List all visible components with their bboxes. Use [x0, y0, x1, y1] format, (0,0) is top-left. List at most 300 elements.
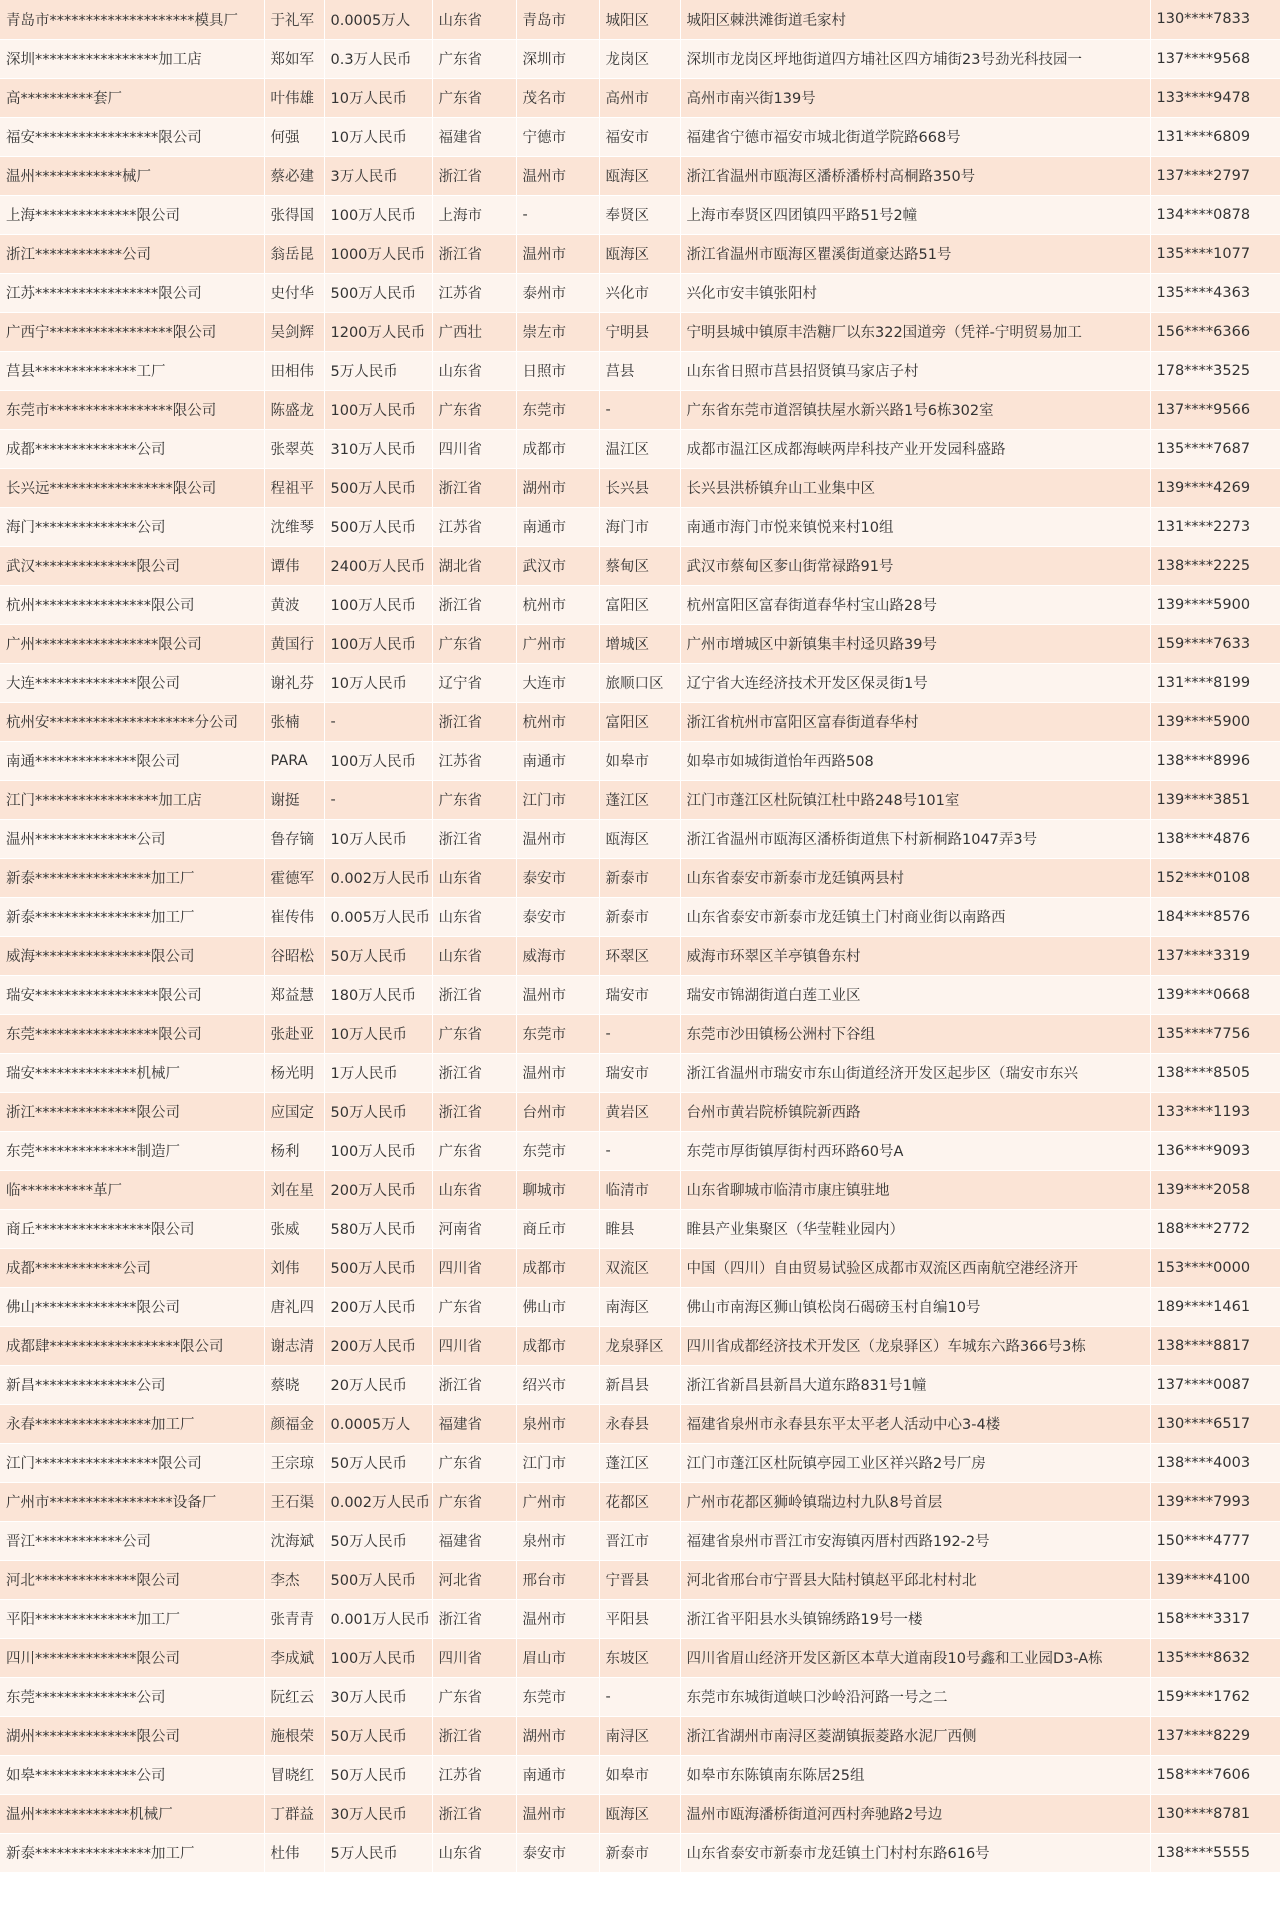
legal-person-cell: 程祖平: [264, 468, 324, 507]
table-row: [0, 1443, 1280, 1482]
city-cell: 温州市: [516, 975, 599, 1014]
phone-cell: 139****0668: [1150, 975, 1280, 1014]
company-name-cell: 广州*****************限公司: [0, 624, 264, 663]
address-cell: 浙江省温州市瓯海区瞿溪街道豪达路51号: [680, 234, 1150, 273]
legal-person-cell: 郑如军: [264, 39, 324, 78]
table-row: [0, 741, 1280, 780]
address-cell: 温州市瓯海潘桥街道河西村奔驰路2号边: [680, 1794, 1150, 1833]
phone-cell: 137****9566: [1150, 390, 1280, 429]
company-name-cell: 温州*************机械厂: [0, 1794, 264, 1833]
phone-cell: 135****7756: [1150, 1014, 1280, 1053]
address-cell: 浙江省平阳县水头镇锦绣路19号一楼: [680, 1599, 1150, 1638]
district-cell: 长兴县: [599, 468, 680, 507]
registered-capital-cell: 500万人民币: [324, 1248, 432, 1287]
legal-person-cell: 谢志清: [264, 1326, 324, 1365]
district-cell: 花都区: [599, 1482, 680, 1521]
province-cell: 广东省: [432, 1131, 516, 1170]
phone-cell: 189****1461: [1150, 1287, 1280, 1326]
address-cell: 城阳区棘洪滩街道毛家村: [680, 0, 1150, 39]
province-cell: 广东省: [432, 1014, 516, 1053]
company-name-cell: 新泰****************加工厂: [0, 858, 264, 897]
phone-cell: 158****3317: [1150, 1599, 1280, 1638]
city-cell: 泰安市: [516, 897, 599, 936]
district-cell: 环翠区: [599, 936, 680, 975]
province-cell: 江苏省: [432, 1755, 516, 1794]
province-cell: 广东省: [432, 390, 516, 429]
company-name-cell: 东莞**************制造厂: [0, 1131, 264, 1170]
city-cell: 大连市: [516, 663, 599, 702]
city-cell: 南通市: [516, 507, 599, 546]
table-row: [0, 1365, 1280, 1404]
table-row: [0, 0, 1280, 39]
address-cell: 浙江省温州市瓯海区潘桥街道焦下村新桐路1047弄3号: [680, 819, 1150, 858]
district-cell: 奉贤区: [599, 195, 680, 234]
table-row: [0, 1560, 1280, 1599]
registered-capital-cell: 0.3万人民币: [324, 39, 432, 78]
province-cell: 四川省: [432, 429, 516, 468]
province-cell: 浙江省: [432, 1716, 516, 1755]
district-cell: 增城区: [599, 624, 680, 663]
company-name-cell: 临**********革厂: [0, 1170, 264, 1209]
city-cell: 成都市: [516, 429, 599, 468]
province-cell: 福建省: [432, 117, 516, 156]
phone-cell: 138****5555: [1150, 1833, 1280, 1872]
address-cell: 浙江省新昌县新昌大道东路831号1幢: [680, 1365, 1150, 1404]
registered-capital-cell: 10万人民币: [324, 819, 432, 858]
phone-cell: 137****0087: [1150, 1365, 1280, 1404]
table-row: [0, 1638, 1280, 1677]
address-cell: 佛山市南海区狮山镇松岗石碣磅玉村自编10号: [680, 1287, 1150, 1326]
city-cell: 泰安市: [516, 858, 599, 897]
district-cell: 平阳县: [599, 1599, 680, 1638]
address-cell: 福建省泉州市晋江市安海镇丙厝村西路192-2号: [680, 1521, 1150, 1560]
registered-capital-cell: 200万人民币: [324, 1326, 432, 1365]
company-name-cell: 四川**************限公司: [0, 1638, 264, 1677]
city-cell: 宁德市: [516, 117, 599, 156]
province-cell: 浙江省: [432, 1794, 516, 1833]
address-cell: 中国（四川）自由贸易试验区成都市双流区西南航空港经济开: [680, 1248, 1150, 1287]
table-row: [0, 312, 1280, 351]
district-cell: 城阳区: [599, 0, 680, 39]
phone-cell: 133****9478: [1150, 78, 1280, 117]
phone-cell: 135****8632: [1150, 1638, 1280, 1677]
province-cell: 浙江省: [432, 819, 516, 858]
province-cell: 山东省: [432, 936, 516, 975]
province-cell: 湖北省: [432, 546, 516, 585]
legal-person-cell: 杨利: [264, 1131, 324, 1170]
table-row: [0, 429, 1280, 468]
table-row: [0, 1287, 1280, 1326]
address-cell: 山东省日照市莒县招贤镇马家店子村: [680, 351, 1150, 390]
city-cell: 商丘市: [516, 1209, 599, 1248]
province-cell: 浙江省: [432, 156, 516, 195]
registered-capital-cell: 0.002万人民币: [324, 858, 432, 897]
company-name-cell: 江门*****************加工店: [0, 780, 264, 819]
city-cell: 茂名市: [516, 78, 599, 117]
legal-person-cell: 史付华: [264, 273, 324, 312]
phone-cell: 139****2058: [1150, 1170, 1280, 1209]
legal-person-cell: 颜福金: [264, 1404, 324, 1443]
legal-person-cell: 杨光明: [264, 1053, 324, 1092]
phone-cell: 135****4363: [1150, 273, 1280, 312]
table-row: [0, 1833, 1280, 1872]
phone-cell: 130****7833: [1150, 0, 1280, 39]
district-cell: 瓯海区: [599, 819, 680, 858]
district-cell: 新昌县: [599, 1365, 680, 1404]
table-row: [0, 702, 1280, 741]
legal-person-cell: 吴剑辉: [264, 312, 324, 351]
registered-capital-cell: 100万人民币: [324, 195, 432, 234]
address-cell: 成都市温江区成都海峡两岸科技产业开发园科盛路: [680, 429, 1150, 468]
company-name-cell: 新泰****************加工厂: [0, 1833, 264, 1872]
table-row: [0, 390, 1280, 429]
city-cell: 南通市: [516, 1755, 599, 1794]
phone-cell: 156****6366: [1150, 312, 1280, 351]
registered-capital-cell: 0.002万人民币: [324, 1482, 432, 1521]
table-row: [0, 858, 1280, 897]
registered-capital-cell: 500万人民币: [324, 273, 432, 312]
phone-cell: 134****0878: [1150, 195, 1280, 234]
phone-cell: 135****7687: [1150, 429, 1280, 468]
city-cell: 武汉市: [516, 546, 599, 585]
district-cell: 新泰市: [599, 1833, 680, 1872]
province-cell: 江苏省: [432, 741, 516, 780]
table-row: [0, 1209, 1280, 1248]
legal-person-cell: 李成斌: [264, 1638, 324, 1677]
table-row: [0, 1677, 1280, 1716]
phone-cell: 131****8199: [1150, 663, 1280, 702]
table-row: [0, 819, 1280, 858]
city-cell: 泉州市: [516, 1521, 599, 1560]
registered-capital-cell: 10万人民币: [324, 1014, 432, 1053]
company-name-cell: 长兴远*****************限公司: [0, 468, 264, 507]
district-cell: 如皋市: [599, 741, 680, 780]
legal-person-cell: 于礼军: [264, 0, 324, 39]
legal-person-cell: 沈海斌: [264, 1521, 324, 1560]
address-cell: 上海市奉贤区四团镇四平路51号2幢: [680, 195, 1150, 234]
city-cell: 温州市: [516, 156, 599, 195]
legal-person-cell: 张楠: [264, 702, 324, 741]
phone-cell: 130****8781: [1150, 1794, 1280, 1833]
legal-person-cell: 叶伟雄: [264, 78, 324, 117]
city-cell: 日照市: [516, 351, 599, 390]
company-name-cell: 东莞*****************限公司: [0, 1014, 264, 1053]
registered-capital-cell: 100万人民币: [324, 1131, 432, 1170]
registered-capital-cell: 50万人民币: [324, 1092, 432, 1131]
legal-person-cell: 阮红云: [264, 1677, 324, 1716]
legal-person-cell: 田相伟: [264, 351, 324, 390]
district-cell: 龙岗区: [599, 39, 680, 78]
legal-person-cell: 郑益慧: [264, 975, 324, 1014]
address-cell: 江门市蓬江区杜阮镇亭园工业区祥兴路2号厂房: [680, 1443, 1150, 1482]
phone-cell: 138****8996: [1150, 741, 1280, 780]
phone-cell: 152****0108: [1150, 858, 1280, 897]
phone-cell: 137****2797: [1150, 156, 1280, 195]
company-name-cell: 如皋**************公司: [0, 1755, 264, 1794]
legal-person-cell: 蔡必建: [264, 156, 324, 195]
district-cell: 瑞安市: [599, 975, 680, 1014]
city-cell: 温州市: [516, 234, 599, 273]
district-cell: 龙泉驿区: [599, 1326, 680, 1365]
province-cell: 四川省: [432, 1638, 516, 1677]
city-cell: 温州市: [516, 1794, 599, 1833]
city-cell: 杭州市: [516, 585, 599, 624]
city-cell: 成都市: [516, 1248, 599, 1287]
phone-cell: 139****7993: [1150, 1482, 1280, 1521]
phone-cell: 153****0000: [1150, 1248, 1280, 1287]
registered-capital-cell: 30万人民币: [324, 1794, 432, 1833]
table-row: [0, 975, 1280, 1014]
district-cell: -: [599, 1677, 680, 1716]
district-cell: 新泰市: [599, 897, 680, 936]
district-cell: 兴化市: [599, 273, 680, 312]
registered-capital-cell: 100万人民币: [324, 741, 432, 780]
company-name-cell: 南通**************限公司: [0, 741, 264, 780]
company-name-cell: 广西宁*****************限公司: [0, 312, 264, 351]
phone-cell: 138****8505: [1150, 1053, 1280, 1092]
district-cell: 瑞安市: [599, 1053, 680, 1092]
legal-person-cell: 谭伟: [264, 546, 324, 585]
legal-person-cell: 崔传伟: [264, 897, 324, 936]
address-cell: 杭州富阳区富春街道春华村宝山路28号: [680, 585, 1150, 624]
district-cell: 旅顺口区: [599, 663, 680, 702]
company-name-cell: 永春****************加工厂: [0, 1404, 264, 1443]
legal-person-cell: 谷昭松: [264, 936, 324, 975]
legal-person-cell: 张得国: [264, 195, 324, 234]
table-row: [0, 1521, 1280, 1560]
registered-capital-cell: 5万人民币: [324, 1833, 432, 1872]
registered-capital-cell: 200万人民币: [324, 1287, 432, 1326]
registered-capital-cell: 1200万人民币: [324, 312, 432, 351]
legal-person-cell: 刘在星: [264, 1170, 324, 1209]
city-cell: 佛山市: [516, 1287, 599, 1326]
phone-cell: 136****9093: [1150, 1131, 1280, 1170]
table-row: [0, 273, 1280, 312]
phone-cell: 138****4876: [1150, 819, 1280, 858]
table-row: [0, 468, 1280, 507]
company-name-cell: 杭州安********************分公司: [0, 702, 264, 741]
phone-cell: 139****3851: [1150, 780, 1280, 819]
registered-capital-cell: 20万人民币: [324, 1365, 432, 1404]
company-name-cell: 福安*****************限公司: [0, 117, 264, 156]
registered-capital-cell: 50万人民币: [324, 1443, 432, 1482]
legal-person-cell: 刘伟: [264, 1248, 324, 1287]
table-row: [0, 1014, 1280, 1053]
legal-person-cell: 李杰: [264, 1560, 324, 1599]
table-row: [0, 351, 1280, 390]
registered-capital-cell: 50万人民币: [324, 1716, 432, 1755]
table-row: [0, 1404, 1280, 1443]
registered-capital-cell: 500万人民币: [324, 507, 432, 546]
legal-person-cell: 黄波: [264, 585, 324, 624]
province-cell: 广东省: [432, 1482, 516, 1521]
province-cell: 江苏省: [432, 273, 516, 312]
city-cell: -: [516, 195, 599, 234]
company-name-cell: 成都**************公司: [0, 429, 264, 468]
address-cell: 辽宁省大连经济技术开发区保灵街1号: [680, 663, 1150, 702]
company-name-cell: 武汉**************限公司: [0, 546, 264, 585]
district-cell: 福安市: [599, 117, 680, 156]
province-cell: 浙江省: [432, 468, 516, 507]
registered-capital-cell: 3万人民币: [324, 156, 432, 195]
city-cell: 东莞市: [516, 1677, 599, 1716]
registered-capital-cell: 1万人民币: [324, 1053, 432, 1092]
district-cell: 东坡区: [599, 1638, 680, 1677]
legal-person-cell: 翁岳昆: [264, 234, 324, 273]
city-cell: 泰州市: [516, 273, 599, 312]
company-name-cell: 新泰****************加工厂: [0, 897, 264, 936]
phone-cell: 159****7633: [1150, 624, 1280, 663]
district-cell: 瓯海区: [599, 234, 680, 273]
company-name-cell: 新昌**************公司: [0, 1365, 264, 1404]
city-cell: 青岛市: [516, 0, 599, 39]
phone-cell: 138****4003: [1150, 1443, 1280, 1482]
phone-cell: 133****1193: [1150, 1092, 1280, 1131]
district-cell: 富阳区: [599, 702, 680, 741]
legal-person-cell: 施根荣: [264, 1716, 324, 1755]
address-cell: 山东省泰安市新泰市龙廷镇土门村商业街以南路西: [680, 897, 1150, 936]
registered-capital-cell: 30万人民币: [324, 1677, 432, 1716]
district-cell: 宁晋县: [599, 1560, 680, 1599]
registered-capital-cell: 0.005万人民币: [324, 897, 432, 936]
district-cell: 新泰市: [599, 858, 680, 897]
company-name-cell: 温州************械厂: [0, 156, 264, 195]
province-cell: 浙江省: [432, 1599, 516, 1638]
phone-cell: 184****8576: [1150, 897, 1280, 936]
phone-cell: 138****2225: [1150, 546, 1280, 585]
city-cell: 湖州市: [516, 468, 599, 507]
province-cell: 河北省: [432, 1560, 516, 1599]
district-cell: 晋江市: [599, 1521, 680, 1560]
district-cell: 临清市: [599, 1170, 680, 1209]
table-row: [0, 663, 1280, 702]
table-row: [0, 780, 1280, 819]
company-name-cell: 江苏*****************限公司: [0, 273, 264, 312]
phone-cell: 139****5900: [1150, 585, 1280, 624]
registered-capital-cell: 500万人民币: [324, 468, 432, 507]
province-cell: 福建省: [432, 1521, 516, 1560]
legal-person-cell: 王宗琼: [264, 1443, 324, 1482]
province-cell: 广东省: [432, 78, 516, 117]
registered-capital-cell: 100万人民币: [324, 1638, 432, 1677]
company-name-cell: 瑞安*****************限公司: [0, 975, 264, 1014]
legal-person-cell: 霍德军: [264, 858, 324, 897]
registered-capital-cell: -: [324, 702, 432, 741]
address-cell: 东莞市东城街道峡口沙岭沿河路一号之二: [680, 1677, 1150, 1716]
registered-capital-cell: 50万人民币: [324, 1755, 432, 1794]
table-row: [0, 1170, 1280, 1209]
province-cell: 山东省: [432, 897, 516, 936]
registered-capital-cell: 580万人民币: [324, 1209, 432, 1248]
address-cell: 广东省东莞市道滘镇扶屋水新兴路1号6栋302室: [680, 390, 1150, 429]
address-cell: 山东省泰安市新泰市龙廷镇土门村村东路616号: [680, 1833, 1150, 1872]
company-name-cell: 佛山**************限公司: [0, 1287, 264, 1326]
address-cell: 广州市花都区狮岭镇瑞边村九队8号首层: [680, 1482, 1150, 1521]
table-row: [0, 234, 1280, 273]
legal-person-cell: 张威: [264, 1209, 324, 1248]
address-cell: 睢县产业集聚区（华莹鞋业园内）: [680, 1209, 1150, 1248]
phone-cell: 158****7606: [1150, 1755, 1280, 1794]
address-cell: 长兴县洪桥镇弁山工业集中区: [680, 468, 1150, 507]
phone-cell: 137****9568: [1150, 39, 1280, 78]
company-name-cell: 威海****************限公司: [0, 936, 264, 975]
address-cell: 山东省聊城市临清市康庄镇驻地: [680, 1170, 1150, 1209]
city-cell: 广州市: [516, 624, 599, 663]
company-name-cell: 浙江**************限公司: [0, 1092, 264, 1131]
address-cell: 南通市海门市悦来镇悦来村10组: [680, 507, 1150, 546]
province-cell: 广东省: [432, 1677, 516, 1716]
province-cell: 山东省: [432, 0, 516, 39]
province-cell: 广东省: [432, 1287, 516, 1326]
city-cell: 眉山市: [516, 1638, 599, 1677]
province-cell: 福建省: [432, 1404, 516, 1443]
district-cell: 永春县: [599, 1404, 680, 1443]
registered-capital-cell: 50万人民币: [324, 936, 432, 975]
registered-capital-cell: 0.0005万人: [324, 0, 432, 39]
province-cell: 广东省: [432, 780, 516, 819]
table-row: [0, 507, 1280, 546]
table-row: [0, 546, 1280, 585]
legal-person-cell: 谢挺: [264, 780, 324, 819]
province-cell: 浙江省: [432, 975, 516, 1014]
registered-capital-cell: 10万人民币: [324, 663, 432, 702]
legal-person-cell: PARA: [264, 741, 324, 780]
company-name-cell: 东莞**************公司: [0, 1677, 264, 1716]
legal-person-cell: 王石渠: [264, 1482, 324, 1521]
province-cell: 浙江省: [432, 702, 516, 741]
legal-person-cell: 张青青: [264, 1599, 324, 1638]
province-cell: 广东省: [432, 1443, 516, 1482]
table-row: [0, 897, 1280, 936]
district-cell: 南海区: [599, 1287, 680, 1326]
company-name-cell: 莒县**************工厂: [0, 351, 264, 390]
table-row: [0, 936, 1280, 975]
province-cell: 浙江省: [432, 234, 516, 273]
address-cell: 宁明县城中镇原丰浩糖厂以东322国道旁（凭祥-宁明贸易加工: [680, 312, 1150, 351]
province-cell: 山东省: [432, 858, 516, 897]
registered-capital-cell: -: [324, 780, 432, 819]
phone-cell: 139****5900: [1150, 702, 1280, 741]
district-cell: 高州市: [599, 78, 680, 117]
address-cell: 深圳市龙岗区坪地街道四方埔社区四方埔街23号劲光科技园一: [680, 39, 1150, 78]
province-cell: 河南省: [432, 1209, 516, 1248]
district-cell: 如皋市: [599, 1755, 680, 1794]
district-cell: 瓯海区: [599, 156, 680, 195]
table-row: [0, 1248, 1280, 1287]
district-cell: 蓬江区: [599, 780, 680, 819]
address-cell: 浙江省杭州市富阳区富春街道春华村: [680, 702, 1150, 741]
city-cell: 威海市: [516, 936, 599, 975]
registered-capital-cell: 10万人民币: [324, 78, 432, 117]
legal-person-cell: 杜伟: [264, 1833, 324, 1872]
company-name-cell: 成都************公司: [0, 1248, 264, 1287]
registered-capital-cell: 5万人民币: [324, 351, 432, 390]
phone-cell: 188****2772: [1150, 1209, 1280, 1248]
legal-person-cell: 唐礼四: [264, 1287, 324, 1326]
district-cell: 南浔区: [599, 1716, 680, 1755]
registered-capital-cell: 100万人民币: [324, 390, 432, 429]
province-cell: 广西壮: [432, 312, 516, 351]
company-name-cell: 上海**************限公司: [0, 195, 264, 234]
registered-capital-cell: 100万人民币: [324, 585, 432, 624]
legal-person-cell: 黄国行: [264, 624, 324, 663]
legal-person-cell: 蔡晓: [264, 1365, 324, 1404]
address-cell: 福建省泉州市永春县东平太平老人活动中心3-4楼: [680, 1404, 1150, 1443]
address-cell: 兴化市安丰镇张阳村: [680, 273, 1150, 312]
district-cell: -: [599, 1131, 680, 1170]
province-cell: 浙江省: [432, 1092, 516, 1131]
city-cell: 温州市: [516, 1599, 599, 1638]
